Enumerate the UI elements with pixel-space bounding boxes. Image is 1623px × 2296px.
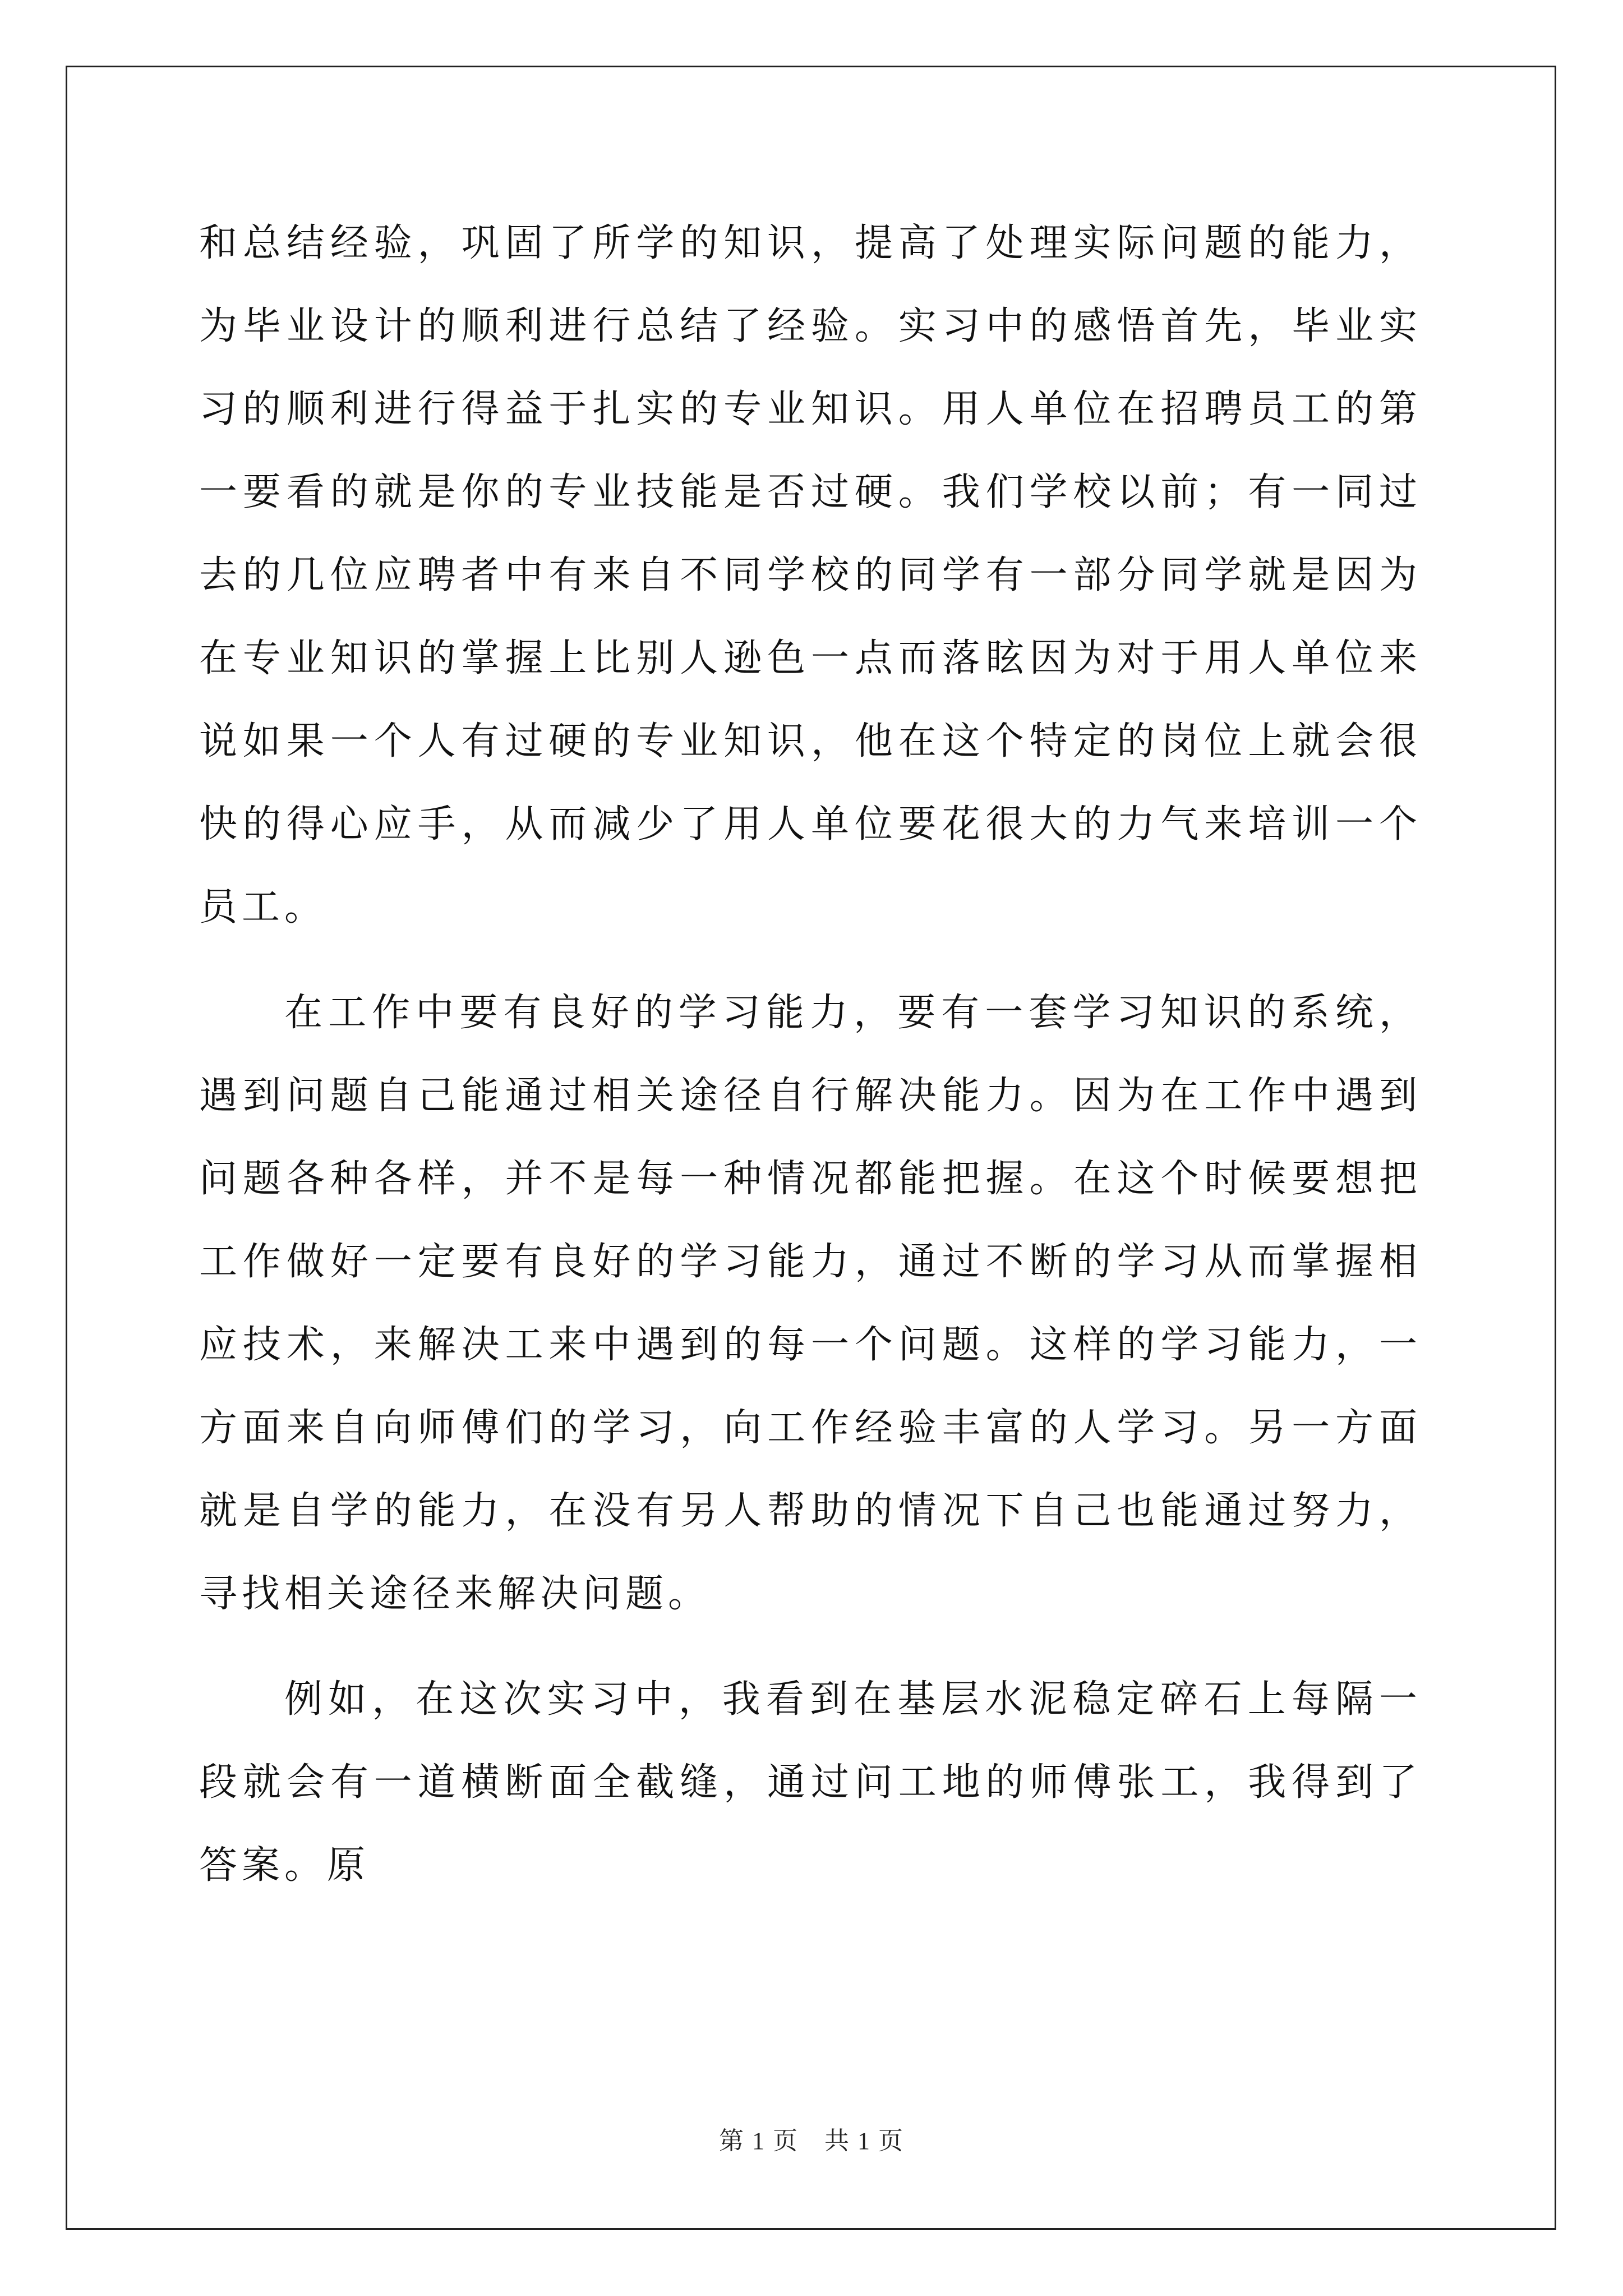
paragraph-2: 在工作中要有良好的学习能力，要有一套学习知识的系统，遇到问题自己能通过相关途径自行解决能力。因为在工作中遇到问题各种各样，并不是每一种情况都能把握。在这个时候要想把工作做好一定要有良好的学习能力，通过不断的学习从而掌握相应技术，来解决工来中遇到的每一个问题。这样的学习能力，一方面来自向师傅们的学习，向工作经验丰富的人学习。另一方面就是自学的能力，在没有另人帮助的情况下自己也能通过努力，寻找相关途径来解决问题。 bbox=[199, 991, 1422, 1616]
paragraph-3: 例如，在这次实习中，我看到在基层水泥稳定碎石上每隔一段就会有一道横断面全截缝，通过问工地的师傅张工，我得到了答案。原 bbox=[199, 1677, 1422, 1888]
page-number-footer: 第 1 页 共 1 页 bbox=[719, 2127, 904, 2155]
paragraph-1: 和总结经验，巩固了所学的知识，提高了处理实际问题的能力，为毕业设计的顺利进行总结了经验。实习中的感悟首先，毕业实习的顺利进行得益于扎实的专业知识。用人单位在招聘员工的第一要看的就是你的专业技能是否过硬。我们学校以前；有一同过去的几位应聘者中有来自不同学校的同学有一部分同学就是因为在专业知识的掌握上比别人逊色一点而落眩因为对于用人单位来说如果一个人有过硬的专业知识，他在这个特定的岗位上就会很快的得心应手，从而减少了用人单位要花很大的力气来培训一个员工。 bbox=[199, 221, 1422, 930]
document-body bbox=[199, 202, 1422, 1907]
